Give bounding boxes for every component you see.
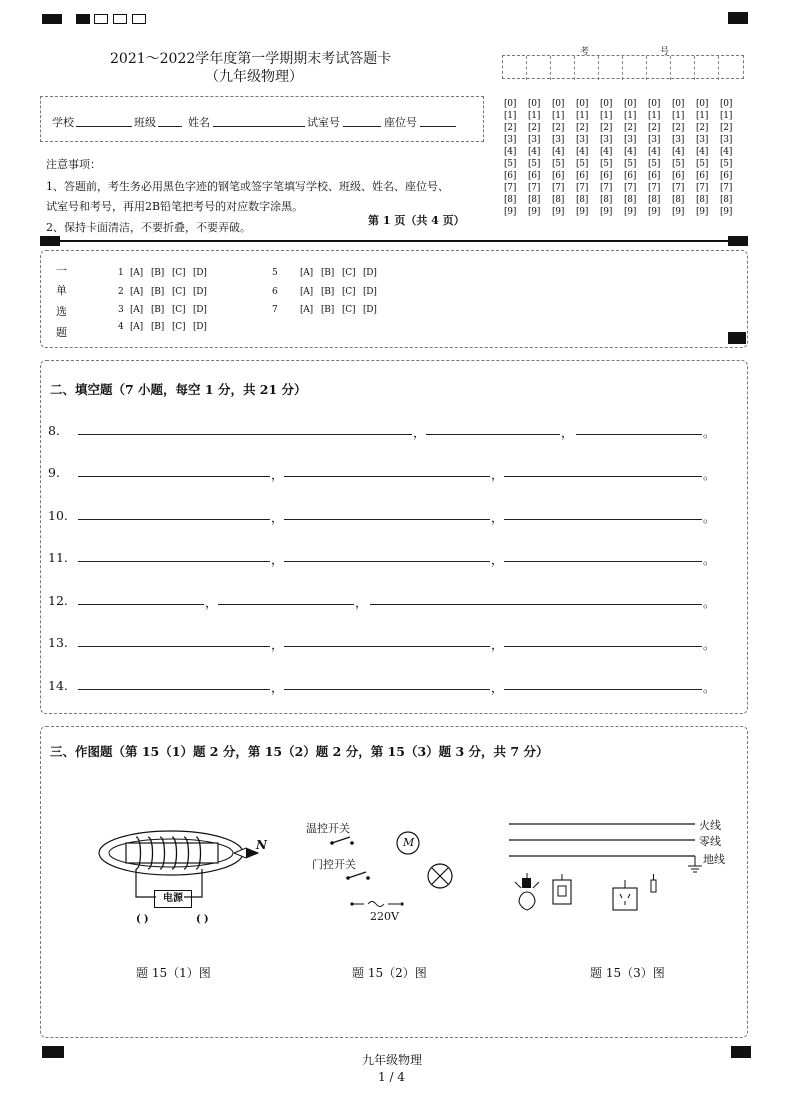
fig1-n-label: N bbox=[256, 838, 267, 852]
q10-comma-2: ， bbox=[491, 510, 504, 525]
q12-period: 。 bbox=[703, 595, 716, 610]
id-digit-column-10[interactable]: [0] [1] [2] [3] [4] [5] [6] [7] [8] [9] bbox=[720, 99, 733, 217]
page-info: 第 1 页（共 4 页） bbox=[368, 214, 465, 227]
q11-comma-1: ， bbox=[271, 552, 284, 567]
seat-label: 座位号 bbox=[384, 116, 417, 129]
section1-title-char-1: 一 bbox=[56, 264, 67, 277]
q11-blank-2[interactable] bbox=[284, 561, 490, 562]
class-label: 班级 bbox=[134, 116, 156, 129]
section1-box bbox=[40, 250, 748, 348]
fig1-caption: 题 15（1）图 bbox=[136, 966, 211, 980]
q13-comma-1: ， bbox=[271, 637, 284, 652]
page-subtitle: （九年级物理） bbox=[205, 69, 303, 85]
id-label-hao: 号 bbox=[660, 47, 669, 57]
empty-square-2 bbox=[94, 14, 108, 24]
section2-title: 二、填空题（7 小题，每空 1 分，共 21 分） bbox=[50, 382, 307, 397]
fig1-paren-right[interactable]: ( ) bbox=[196, 914, 209, 925]
q10-blank-1[interactable] bbox=[78, 519, 270, 520]
room-input-line[interactable] bbox=[343, 126, 381, 127]
school-label: 学校 bbox=[52, 116, 74, 129]
id-digit-column-4[interactable]: [0] [1] [2] [3] [4] [5] [6] [7] [8] [9] bbox=[576, 99, 589, 217]
notes-item1-line1: 1、答题前，考生务必用黑色字迹的钢笔或签字笔填写学校、班级、姓名、座位号、 bbox=[46, 180, 449, 193]
q13-period: 。 bbox=[703, 637, 716, 652]
empty-square-4 bbox=[132, 14, 146, 24]
q9-comma-2: ， bbox=[491, 467, 504, 482]
separator-line bbox=[60, 240, 728, 242]
q10-blank-2[interactable] bbox=[284, 519, 490, 520]
notes-item1-line2: 试室号和考号，再用2B铅笔把考号的对应数字涂黑。 bbox=[46, 200, 304, 213]
id-digit-column-7[interactable]: [0] [1] [2] [3] [4] [5] [6] [7] [8] [9] bbox=[648, 99, 661, 217]
q13-blank-1[interactable] bbox=[78, 646, 270, 647]
fill-square-1 bbox=[76, 14, 90, 24]
mc-question-3[interactable]: 3 [A] [B] [C] [D] bbox=[118, 305, 207, 315]
q9-blank-3[interactable] bbox=[504, 476, 702, 477]
id-digit-column-8[interactable]: [0] [1] [2] [3] [4] [5] [6] [7] [8] [9] bbox=[672, 99, 685, 217]
student-info-box bbox=[40, 96, 484, 142]
fig3-neutral-label: 零线 bbox=[699, 835, 721, 848]
q10-period: 。 bbox=[703, 510, 716, 525]
q8-blank-1[interactable] bbox=[78, 434, 412, 435]
q10-blank-3[interactable] bbox=[504, 519, 702, 520]
room-label: 试室号 bbox=[307, 116, 340, 129]
school-input-line[interactable] bbox=[76, 126, 132, 127]
figure-15-2-circuit[interactable] bbox=[316, 826, 466, 916]
empty-square-3 bbox=[113, 14, 127, 24]
fig2-voltage-label: 220V bbox=[370, 910, 399, 923]
footer-page-number: 1 / 4 bbox=[378, 1070, 405, 1084]
fig1-paren-left[interactable]: ( ) bbox=[136, 914, 149, 925]
separator-marker-left bbox=[40, 236, 60, 246]
q14-number: 14. bbox=[48, 678, 68, 693]
fig2-temp-switch-label: 温控开关 bbox=[306, 822, 350, 835]
mc-question-5[interactable]: 5 [A] [B] [C] [D] bbox=[272, 268, 377, 278]
fig2-motor-label: M bbox=[403, 836, 415, 849]
q12-number: 12. bbox=[48, 593, 68, 608]
id-label-kao: 考 bbox=[580, 47, 589, 57]
corner-marker-top-right bbox=[728, 12, 748, 24]
fig3-ground-label: 地线 bbox=[703, 853, 725, 866]
corner-marker-top-left bbox=[42, 14, 62, 24]
figure-15-3-household-wiring[interactable] bbox=[505, 818, 705, 918]
section1-title-char-4: 题 bbox=[56, 326, 67, 339]
section1-title-char-2: 单 bbox=[56, 284, 67, 297]
q13-comma-2: ， bbox=[491, 637, 504, 652]
q11-period: 。 bbox=[703, 552, 716, 567]
seat-input-line[interactable] bbox=[420, 126, 456, 127]
separator-marker-right bbox=[728, 236, 748, 246]
q13-number: 13. bbox=[48, 635, 68, 650]
figure-15-1-electromagnet[interactable] bbox=[96, 815, 286, 935]
q11-number: 11. bbox=[48, 550, 68, 565]
q8-period: 。 bbox=[703, 425, 716, 440]
corner-marker-bottom-left bbox=[42, 1046, 64, 1058]
fig1-power-label: 电源 bbox=[163, 893, 183, 904]
fig2-caption: 题 15（2）图 bbox=[352, 966, 427, 980]
section3-title: 三、作图题（第 15（1）题 2 分，第 15（2）题 2 分，第 15（3）题 3 分，共 7 分） bbox=[50, 744, 549, 759]
page-title: 2021～2022学年度第一学期期末考试答题卡 bbox=[110, 51, 392, 67]
q14-blank-3[interactable] bbox=[504, 689, 702, 690]
q13-blank-2[interactable] bbox=[284, 646, 490, 647]
q14-comma-1: ， bbox=[271, 680, 284, 695]
id-digit-column-5[interactable]: [0] [1] [2] [3] [4] [5] [6] [7] [8] [9] bbox=[600, 99, 613, 217]
q9-comma-1: ， bbox=[271, 467, 284, 482]
q11-comma-2: ， bbox=[491, 552, 504, 567]
q8-number: 8. bbox=[48, 423, 60, 438]
notes-item2: 2、保持卡面清洁，不要折叠，不要弄破。 bbox=[46, 221, 251, 234]
q13-blank-3[interactable] bbox=[504, 646, 702, 647]
fig1-power-box bbox=[154, 890, 192, 908]
id-digit-column-6[interactable]: [0] [1] [2] [3] [4] [5] [6] [7] [8] [9] bbox=[624, 99, 637, 217]
notes-heading: 注意事项： bbox=[46, 158, 101, 171]
corner-marker-bottom-right bbox=[731, 1046, 751, 1058]
q14-period: 。 bbox=[703, 680, 716, 695]
q8-comma-2: ， bbox=[561, 425, 574, 440]
q8-comma-1: ， bbox=[413, 425, 426, 440]
q12-comma-1: ， bbox=[205, 595, 218, 610]
section2-box bbox=[40, 360, 748, 714]
name-label: 姓名 bbox=[188, 116, 210, 129]
q12-blank-1[interactable] bbox=[78, 604, 204, 605]
mc-question-2[interactable]: 2 [A] [B] [C] [D] bbox=[118, 287, 207, 297]
q14-comma-2: ， bbox=[491, 680, 504, 695]
q9-blank-1[interactable] bbox=[78, 476, 270, 477]
name-input-line[interactable] bbox=[213, 126, 305, 127]
q8-blank-3[interactable] bbox=[576, 434, 702, 435]
fig2-door-switch-label: 门控开关 bbox=[312, 858, 356, 871]
id-digit-column-9[interactable]: [0] [1] [2] [3] [4] [5] [6] [7] [8] [9] bbox=[696, 99, 709, 217]
q8-blank-2[interactable] bbox=[426, 434, 560, 435]
mc-question-6[interactable]: 6 [A] [B] [C] [D] bbox=[272, 287, 377, 297]
id-digit-column-3[interactable]: [0] [1] [2] [3] [4] [5] [6] [7] [8] [9] bbox=[552, 99, 565, 217]
section1-title-char-3: 选 bbox=[56, 305, 67, 318]
exam-number-boxes[interactable] bbox=[502, 55, 744, 79]
fig3-live-label: 火线 bbox=[699, 819, 721, 832]
mc-question-4[interactable]: 4 [A] [B] [C] [D] bbox=[118, 322, 207, 332]
q9-number: 9. bbox=[48, 465, 60, 480]
q12-comma-2: ， bbox=[355, 595, 368, 610]
id-digit-column-2[interactable]: [0] [1] [2] [3] [4] [5] [6] [7] [8] [9] bbox=[528, 99, 541, 217]
q10-comma-1: ， bbox=[271, 510, 284, 525]
section1-marker bbox=[728, 332, 746, 344]
q12-blank-3[interactable] bbox=[370, 604, 702, 605]
q14-blank-1[interactable] bbox=[78, 689, 270, 690]
q11-blank-3[interactable] bbox=[504, 561, 702, 562]
q14-blank-2[interactable] bbox=[284, 689, 490, 690]
class-input-line[interactable] bbox=[158, 126, 182, 127]
mc-question-1[interactable]: 1 [A] [B] [C] [D] bbox=[118, 268, 207, 278]
fig3-caption: 题 15（3）图 bbox=[590, 966, 665, 980]
q10-number: 10. bbox=[48, 508, 68, 523]
footer-subject: 九年级物理 bbox=[362, 1053, 423, 1067]
q11-blank-1[interactable] bbox=[78, 561, 270, 562]
q9-blank-2[interactable] bbox=[284, 476, 490, 477]
id-digit-column-1[interactable]: [0] [1] [2] [3] [4] [5] [6] [7] [8] [9] bbox=[504, 99, 517, 217]
q9-period: 。 bbox=[703, 467, 716, 482]
mc-question-7[interactable]: 7 [A] [B] [C] [D] bbox=[272, 305, 377, 315]
q12-blank-2[interactable] bbox=[218, 604, 354, 605]
